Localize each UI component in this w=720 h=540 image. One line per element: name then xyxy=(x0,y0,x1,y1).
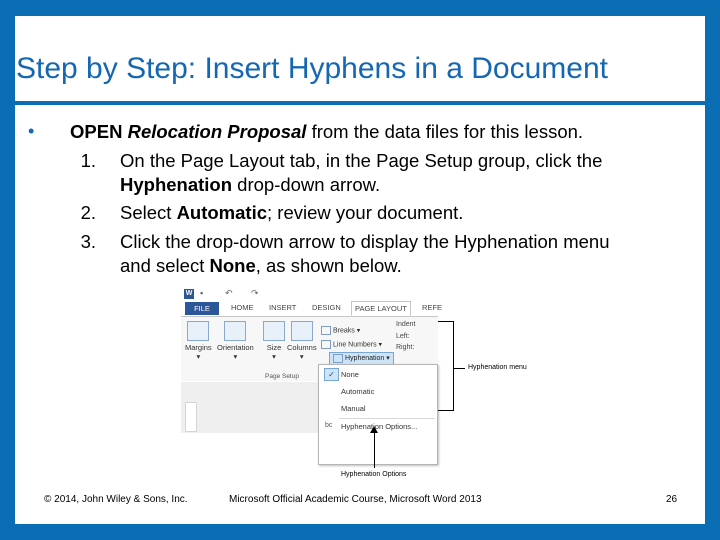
indent-right-label: Right: xyxy=(396,344,415,351)
orientation-icon xyxy=(224,321,246,341)
margins-button[interactable] xyxy=(185,321,212,361)
tab-references[interactable]: REFE xyxy=(422,303,443,312)
breaks-label: Breaks ▾ xyxy=(333,327,361,335)
step-1-rest: drop-down arrow. xyxy=(232,174,381,195)
step-2-line xyxy=(120,202,463,224)
bullet-dot-icon: • xyxy=(28,121,35,141)
footer-page-number: 26 xyxy=(666,494,678,505)
page-setup-label: Page Setup xyxy=(265,373,299,380)
slide-title: Step by Step: Insert Hyphens in a Document xyxy=(16,52,608,85)
bullet-prefix: OPEN xyxy=(70,121,128,142)
callout-arrow-icon xyxy=(370,426,378,433)
columns-button[interactable] xyxy=(287,321,317,361)
check-icon: ✓ xyxy=(324,368,339,381)
undo-icon[interactable]: ↶ xyxy=(225,288,233,298)
step-3-bold: None xyxy=(209,255,256,276)
size-button[interactable] xyxy=(263,321,285,361)
step-2-number: 2. xyxy=(80,202,96,223)
callout-options-line xyxy=(374,432,375,468)
hyphenation-icon xyxy=(333,354,343,363)
footer-copyright: © 2014, John Wiley & Sons, Inc. xyxy=(44,494,188,505)
callout-bracket-top xyxy=(438,321,454,322)
quick-access-toolbar xyxy=(181,287,438,302)
indent-left-label: Left: xyxy=(396,333,410,340)
menu-item-automatic[interactable]: Automatic xyxy=(341,387,375,396)
step-2-pre: Select xyxy=(120,202,177,223)
step-2-post: ; review your document. xyxy=(267,202,464,223)
margins-icon xyxy=(187,321,209,341)
breaks-command[interactable] xyxy=(321,326,360,335)
tab-page-layout[interactable]: PAGE LAYOUT xyxy=(351,301,411,316)
step-1-number: 1. xyxy=(80,150,96,171)
line-numbers-command[interactable] xyxy=(321,340,382,349)
margins-caret-icon: ▾ xyxy=(196,352,201,361)
size-icon xyxy=(263,321,285,341)
breaks-icon xyxy=(321,326,331,335)
line-numbers-icon xyxy=(321,340,331,349)
columns-icon xyxy=(291,321,313,341)
step-3-line2 xyxy=(120,255,402,277)
menu-item-hyphenation-options[interactable]: Hyphenation Options... xyxy=(341,422,418,431)
step-3-post: , as shown below. xyxy=(255,255,402,276)
save-icon[interactable]: ▪ xyxy=(200,288,204,298)
orientation-button[interactable] xyxy=(217,321,254,361)
size-caret-icon: ▾ xyxy=(272,352,276,361)
step-3-number: 3. xyxy=(80,231,96,252)
line-numbers-label: Line Numbers ▾ xyxy=(333,341,383,349)
word-app-icon: W xyxy=(185,290,193,297)
redo-icon[interactable]: ↷ xyxy=(251,288,259,298)
margins-label: Margins xyxy=(185,343,212,352)
bullet-open xyxy=(70,121,583,143)
step-1-line1: On the Page Layout tab, in the Page Setup group, click the xyxy=(120,150,603,171)
callout-bracket-vertical xyxy=(453,321,454,410)
menu-separator xyxy=(339,418,435,419)
footer-course: Microsoft Official Academic Course, Microsoft Word 2013 xyxy=(229,494,482,505)
size-label: Size xyxy=(266,343,282,352)
bullet-suffix: from the data files for this lesson. xyxy=(306,121,584,142)
orientation-caret-icon: ▾ xyxy=(233,352,238,361)
step-1-bold: Hyphenation xyxy=(120,174,233,195)
menu-item-manual[interactable]: Manual xyxy=(341,404,366,413)
hyphenation-menu xyxy=(318,364,438,465)
hyphenation-label: Hyphenation ▾ xyxy=(345,355,390,362)
step-2-bold: Automatic xyxy=(176,202,268,223)
tab-file[interactable]: FILE xyxy=(185,302,219,315)
tab-insert[interactable]: INSERT xyxy=(269,303,297,312)
callout-hyphenation-menu: Hyphenation menu xyxy=(468,364,527,371)
callout-bracket-bottom xyxy=(438,410,454,411)
indent-group xyxy=(396,321,415,351)
columns-caret-icon: ▾ xyxy=(299,352,304,361)
step-3-line1: Click the drop-down arrow to display the Hyphenation menu xyxy=(120,231,610,252)
tab-design[interactable]: DESIGN xyxy=(312,303,341,312)
columns-label: Columns xyxy=(287,343,317,352)
tab-home[interactable]: HOME xyxy=(231,303,254,312)
callout-hyphenation-options: Hyphenation Options xyxy=(341,471,407,478)
step-1-line2 xyxy=(120,174,380,196)
bullet-file-name: Relocation Proposal xyxy=(127,121,307,142)
menu-item-none[interactable]: None xyxy=(341,370,359,379)
word-ribbon-screenshot xyxy=(181,287,443,433)
ribbon-tabs xyxy=(181,301,443,317)
hyphenation-options-icon: bc xyxy=(325,422,333,429)
step-3-pre: and select xyxy=(120,255,210,276)
callout-menu-connector xyxy=(453,368,465,369)
orientation-label: Orientation xyxy=(217,343,254,352)
indent-title: Indent xyxy=(396,321,416,328)
document-page xyxy=(185,402,197,432)
